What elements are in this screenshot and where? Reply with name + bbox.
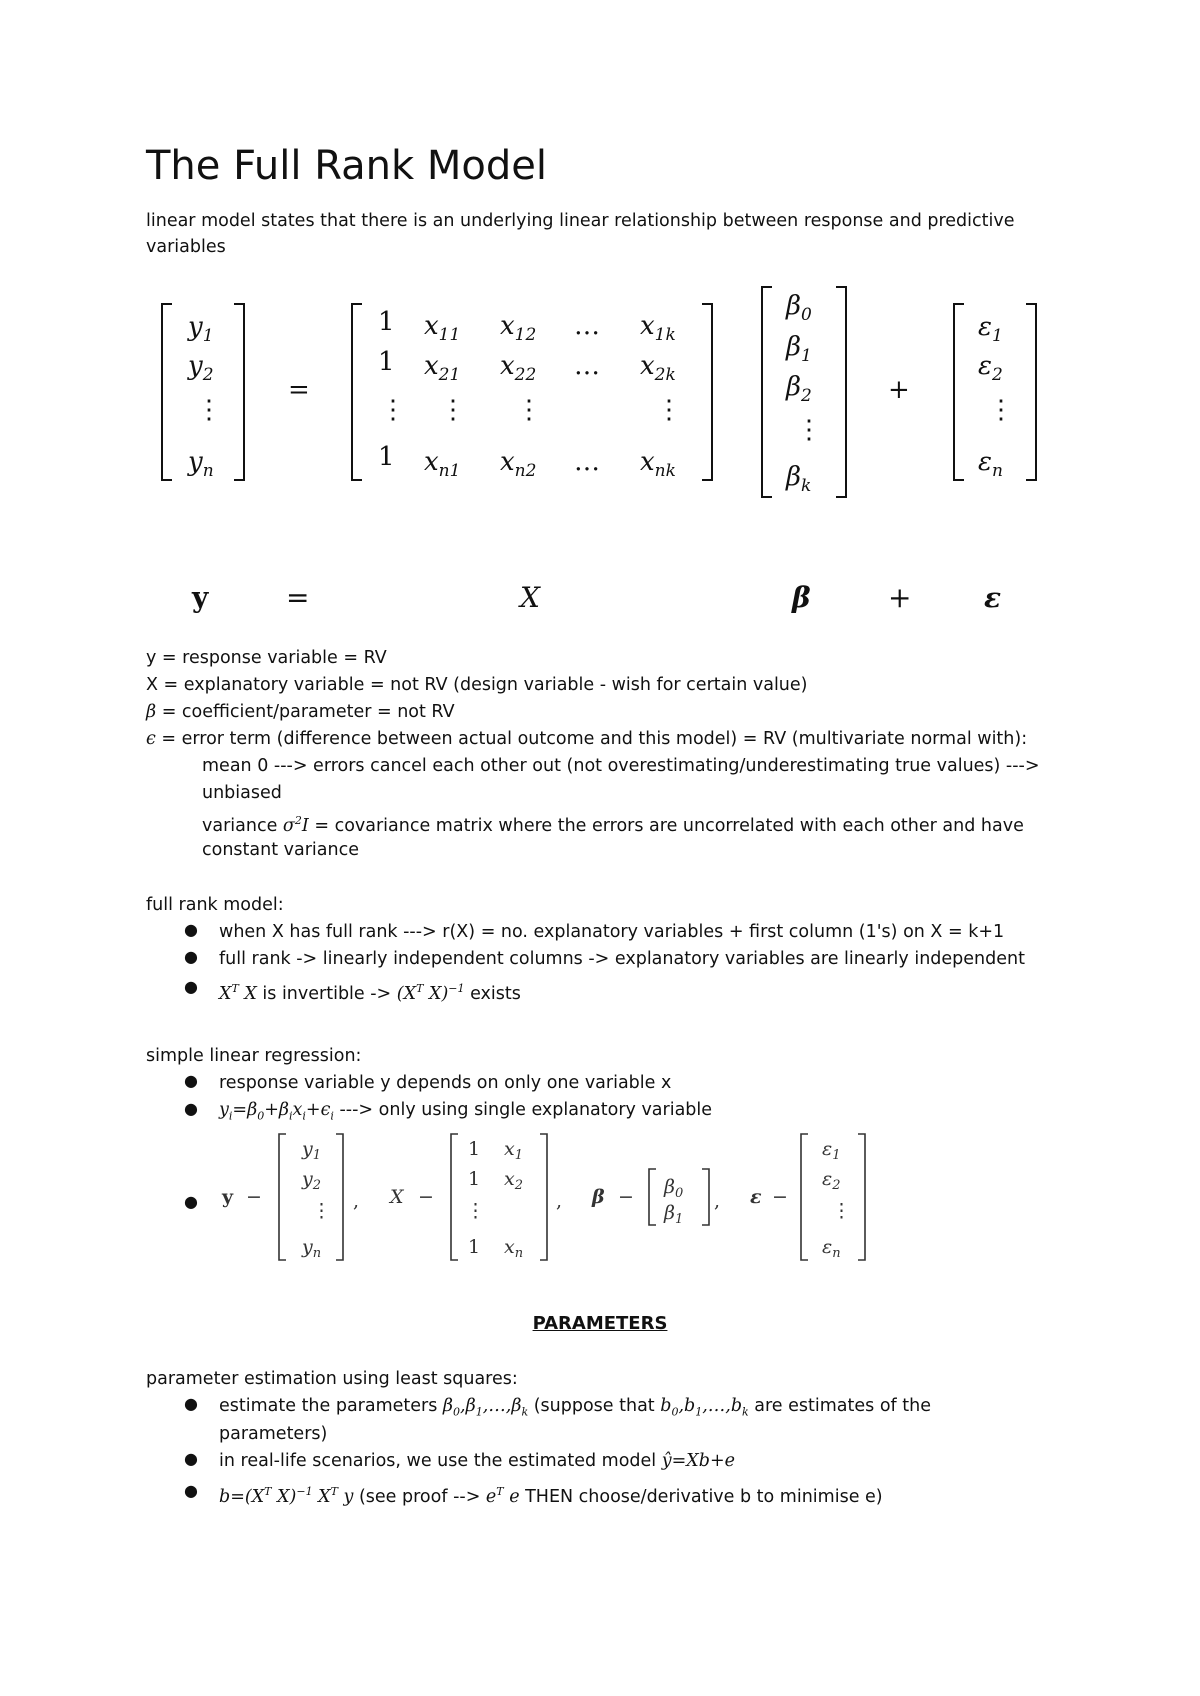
- svg-text:1: 1: [468, 1138, 481, 1160]
- x-entry: $x_{22}$: [500, 351, 537, 385]
- svg-text:xn: $x_n$: [504, 1236, 524, 1261]
- eps-entry: $\varepsilon_n$: [978, 447, 1003, 481]
- svg-text:ε1: $\varepsilon_1$: [822, 1138, 841, 1163]
- beta-vector: β: [792, 581, 811, 614]
- def-epsilon: ϵ = error term (difference between actual outcome and this model) = RV (multivariate normal with):: [146, 729, 1028, 749]
- page-title: The Full Rank Model: [146, 143, 547, 189]
- beta-entry: ⋮: [796, 415, 822, 445]
- plus-sign: +: [888, 581, 912, 614]
- param-bullet-2: in real-life scenarios, we use the estimated model ŷ=Xb+e: [219, 1451, 735, 1471]
- y-entry: $y_2$: [188, 351, 214, 385]
- full-rank-bullet-1: when X has full rank ---> r(X) = no. explanatory variables + first column (1's) on X = k+1: [219, 922, 1005, 942]
- x-entry: 1: [378, 442, 395, 472]
- param-bullet-1: estimate the parameters $\beta_0,\beta_1,\dots,\beta_k$ (suppose that $b_0,b_1,\dots,b_k$ are estimates of the: [219, 1396, 931, 1419]
- y-vector: y: [192, 581, 209, 614]
- svg-text:⋮: ⋮: [466, 1200, 485, 1222]
- svg-text:−: −: [618, 1186, 634, 1208]
- slr-heading: simple linear regression:: [146, 1046, 362, 1066]
- x-entry: 1: [378, 347, 395, 377]
- svg-text:β0: $\beta_0$: [664, 1176, 684, 1201]
- param-bullet-3: $b=(X^T$ X)$^{-1}$ $X^T$ y (see proof --> $e^T$ e THEN choose/derivative b to minimise e): [219, 1485, 883, 1507]
- bullet-icon: ●: [184, 1099, 198, 1118]
- svg-text:1: 1: [468, 1236, 481, 1258]
- svg-text:,: ,: [556, 1190, 563, 1212]
- svg-text:1: 1: [468, 1168, 481, 1190]
- param-subheading: parameter estimation using least squares:: [146, 1369, 518, 1389]
- beta-entry: $\beta_1$: [786, 332, 812, 366]
- def-variance: variance $\sigma^2I$ = covariance matrix where the errors are uncorrelated with each other and have: [202, 814, 1024, 836]
- bullet-icon: ●: [184, 1394, 198, 1413]
- def-beta: β = coefficient/parameter = not RV: [146, 702, 455, 722]
- beta-entry: $\beta_0$: [786, 291, 812, 325]
- x-entry: $x_{12}$: [500, 311, 537, 345]
- bullet-icon: ●: [184, 1449, 198, 1468]
- svg-text:x2: $x_2$: [504, 1168, 523, 1193]
- intro-line-2: variables: [146, 237, 226, 257]
- y-entry: $y_1$: [188, 312, 214, 346]
- svg-text:y1: $y_1$: [302, 1138, 322, 1163]
- y-entry: ⋮: [196, 395, 222, 425]
- def-mean-1: mean 0 ---> errors cancel each other out (not overestimating/underestimating true values) --->: [202, 756, 1040, 776]
- def-x: X = explanatory variable = not RV (design variable - wish for certain value): [146, 675, 808, 695]
- bullet-icon: ●: [184, 1481, 198, 1500]
- svg-text:yn: $y_n$: [302, 1236, 322, 1261]
- slr-bullet-2: $y_i=\beta_0+\beta_ix_i+\epsilon_i$ ---> only using single explanatory variable: [219, 1100, 713, 1123]
- x-entry: ⋮: [440, 395, 466, 425]
- slr-matrices: [0, 1125, 1200, 1275]
- bullet-icon: ●: [184, 1192, 198, 1211]
- x-entry: $x_{21}$: [424, 351, 461, 385]
- x-entry: ⋮: [516, 395, 542, 425]
- eps-entry: ⋮: [988, 395, 1014, 425]
- full-rank-bullet-3: $X^T$ X is invertible -> ($X^T$ X)$^{-1}$ exists: [219, 982, 521, 1004]
- svg-text:ε2: $\varepsilon_2$: [822, 1168, 841, 1193]
- svg-text:−: −: [418, 1186, 434, 1208]
- eps-entry: $\varepsilon_1$: [978, 312, 1003, 346]
- svg-text:β1: $\beta_1$: [664, 1202, 684, 1227]
- svg-text:y2: $y_2$: [302, 1168, 322, 1193]
- svg-text:y: y: [222, 1186, 234, 1208]
- full-rank-heading: full rank model:: [146, 895, 284, 915]
- svg-text:,: ,: [353, 1190, 360, 1212]
- x-matrix: X: [520, 581, 540, 614]
- matrix-equation: [0, 0, 1200, 520]
- x-entry: $x_{2k}$: [640, 351, 676, 385]
- x-entry: ⋮: [380, 395, 406, 425]
- x-entry: …: [574, 311, 600, 341]
- bullet-icon: ●: [184, 947, 198, 966]
- svg-text:−: −: [772, 1186, 788, 1208]
- svg-text:−: −: [246, 1186, 262, 1208]
- svg-text:εn: $\varepsilon_n$: [822, 1236, 841, 1261]
- x-entry: …: [574, 351, 600, 381]
- slr-bullet-1: response variable y depends on only one variable x: [219, 1073, 672, 1093]
- svg-text:X: X: [390, 1186, 404, 1208]
- svg-text:β: β: [592, 1186, 605, 1208]
- y-entry: $y_n$: [188, 447, 214, 481]
- bullet-icon: ●: [184, 977, 198, 996]
- x-entry: $x_{1k}$: [640, 311, 676, 345]
- def-y: y = response variable = RV: [146, 648, 387, 668]
- eps-vector: ε: [984, 581, 1002, 614]
- x-entry: $x_{n2}$: [500, 447, 537, 481]
- plus-sign: +: [888, 375, 910, 405]
- x-entry: ⋮: [656, 395, 682, 425]
- full-rank-bullet-2: full rank -> linearly independent columns -> explanatory variables are linearly independent: [219, 949, 1025, 969]
- parameters-heading: PARAMETERS: [532, 1313, 668, 1334]
- svg-text:⋮: ⋮: [832, 1200, 851, 1222]
- def-variance-2: constant variance: [202, 840, 359, 860]
- svg-text:,: ,: [714, 1190, 721, 1212]
- x-entry: 1: [378, 307, 395, 337]
- x-entry: $x_{n1}$: [424, 447, 461, 481]
- x-entry: $x_{11}$: [424, 311, 461, 345]
- svg-text:x1: $x_1$: [504, 1138, 523, 1163]
- eps-entry: $\varepsilon_2$: [978, 351, 1003, 385]
- svg-text:ε: ε: [750, 1186, 762, 1208]
- bullet-icon: ●: [184, 1071, 198, 1090]
- bullet-icon: ●: [184, 920, 198, 939]
- equals-sign: =: [286, 581, 310, 614]
- def-mean-2: unbiased: [202, 783, 282, 803]
- svg-text:⋮: ⋮: [312, 1200, 331, 1222]
- x-entry: $x_{nk}$: [640, 447, 676, 481]
- param-bullet-1-line-2: parameters): [219, 1424, 328, 1444]
- compact-equation: [0, 570, 1200, 620]
- x-entry: …: [574, 447, 600, 477]
- intro-line-1: linear model states that there is an underlying linear relationship between response and predictive: [146, 211, 1015, 231]
- beta-entry: $\beta_k$: [786, 462, 812, 496]
- equals-sign: =: [288, 375, 310, 405]
- beta-entry: $\beta_2$: [786, 372, 812, 406]
